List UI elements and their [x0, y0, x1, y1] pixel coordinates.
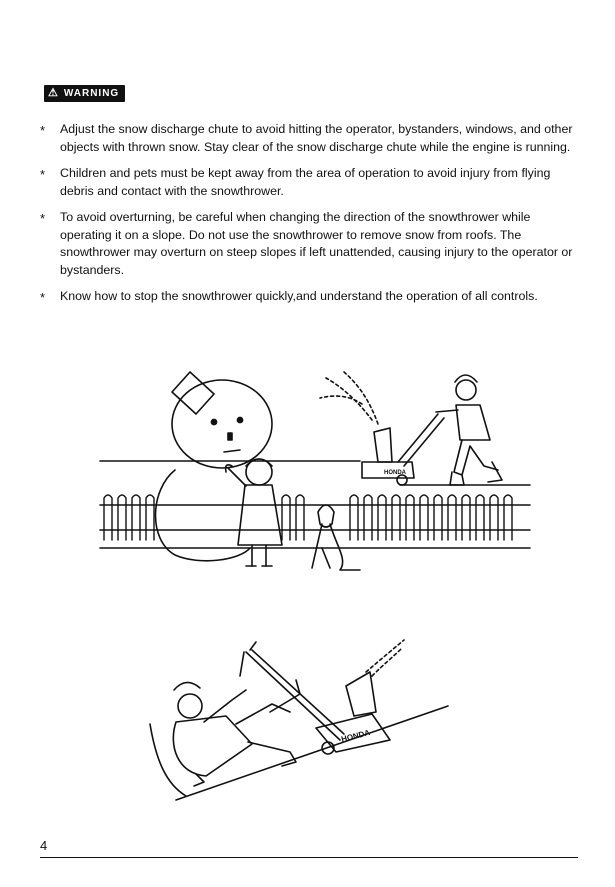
- bullet: *: [40, 167, 46, 182]
- bullet: *: [40, 123, 46, 138]
- item-text: Know how to stop the snowthrower quickly,and understand the operation of all controls.: [60, 289, 538, 303]
- footer-rule: [40, 857, 578, 858]
- item-text: Children and pets must be kept away from the area of operation to avoid injury from flying debris and contact with the snowthrower.: [60, 166, 551, 198]
- page-number: 4: [40, 838, 48, 853]
- brand-label-bottom: HONDA: [340, 728, 371, 744]
- item-text: Adjust the snow discharge chute to avoid hitting the operator, bystanders, windows, and other objects with thrown snow. Stay clear of the snow discharge chute while the engine is running.: [60, 122, 573, 154]
- brand-label-top: HONDA: [384, 470, 406, 476]
- bullet: *: [40, 290, 46, 305]
- item-text: To avoid overturning, be careful when changing the direction of the snowthrower while operating it on a slope. Do not use the snowthrower to remove snow from roofs. The snowthrower may overturn on steep slopes if left unattended, causing injury to the operator or bystanders.: [60, 210, 573, 277]
- overturned-operator: [173, 680, 300, 786]
- hazard-icon: ⚠: [48, 87, 59, 99]
- snowthrower-bottom: [240, 640, 404, 754]
- bullet: *: [40, 211, 46, 226]
- warning-label: WARNING: [63, 88, 120, 99]
